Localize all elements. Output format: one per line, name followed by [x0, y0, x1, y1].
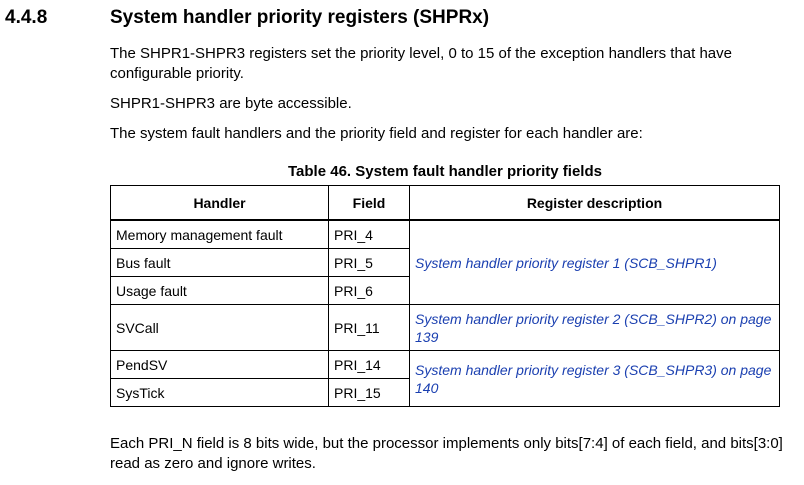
- handler-cell: Bus fault: [111, 249, 329, 277]
- field-cell: PRI_6: [329, 277, 410, 305]
- access-paragraph: SHPR1-SHPR3 are byte accessible.: [110, 95, 352, 112]
- lead-paragraph: The system fault handlers and the priority field and register for each handler are:: [110, 125, 643, 142]
- handler-cell: Usage fault: [111, 277, 329, 305]
- handler-cell: Memory management fault: [111, 220, 329, 249]
- field-cell: PRI_14: [329, 351, 410, 379]
- header-handler: Handler: [111, 186, 329, 221]
- section-title: System handler priority registers (SHPRx): [110, 7, 490, 28]
- handler-cell: SVCall: [111, 305, 329, 351]
- field-cell: PRI_11: [329, 305, 410, 351]
- header-field: Field: [329, 186, 410, 221]
- handler-cell: SysTick: [111, 379, 329, 407]
- field-cell: PRI_15: [329, 379, 410, 407]
- intro-paragraph: The SHPR1-SHPR3 registers set the priority level, 0 to 15 of the exception handlers that have configurable priority.: [110, 45, 732, 82]
- shpr2-link[interactable]: System handler priority register 2 (SCB_SHPR2) on page 139: [410, 305, 780, 351]
- section-number: 4.4.8: [5, 7, 48, 28]
- footer-paragraph: Each PRI_N field is 8 bits wide, but the processor implements only bits[7:4] of each field, and bits[3:0] read as zero and ignore writes.: [110, 435, 783, 472]
- table-header-row: [111, 186, 780, 221]
- field-cell: PRI_5: [329, 249, 410, 277]
- handler-cell: PendSV: [111, 351, 329, 379]
- table-row: [111, 220, 780, 249]
- field-cell: PRI_4: [329, 220, 410, 249]
- table-row: [111, 351, 780, 379]
- header-description: Register description: [410, 186, 780, 221]
- table-row: [111, 305, 780, 351]
- table-caption: Table 46. System fault handler priority fields: [288, 163, 602, 180]
- priority-fields-table: [110, 185, 780, 407]
- shpr3-link[interactable]: System handler priority register 3 (SCB_SHPR3) on page 140: [410, 351, 780, 407]
- shpr1-link[interactable]: System handler priority register 1 (SCB_SHPR1): [410, 220, 780, 305]
